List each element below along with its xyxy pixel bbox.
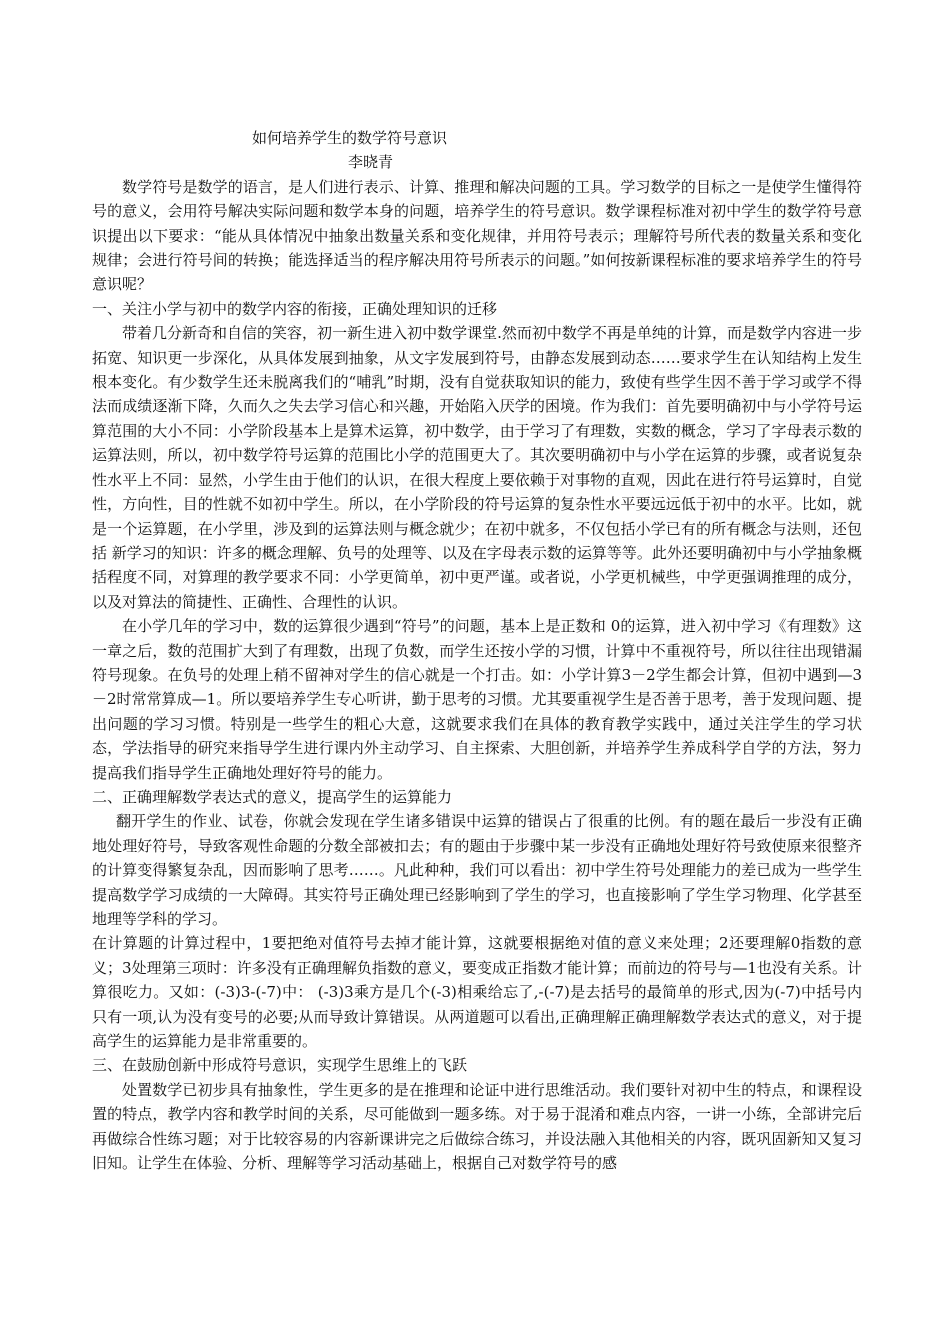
document-author: 李晓青	[348, 153, 394, 172]
section-2-paragraph-2: 在计算题的计算过程中，1要把绝对值符号去掉才能计算，这就要根据绝对值的意义来处理；2还要理解0指数的意义；3处理第三项时：许多没有正确理解负指数的意义，要变成正指数才能计算；而前边的符号与—1也没有关系。计算很吃力。又如：(-3)3-(-7)中： (-3)3乘方是几个(-3)相乘给忘了,-(-7)是去括号的最简单的形式,因为(-7)中括号内只有一项,认为没有变号的必要;从而导致计算错误。从两道题可以看出,正确理解正确理解数学表达式的意义，对于提高学生的运算能力是非常重要的。	[92, 934, 862, 1051]
section-heading-2: 二、正确理解数学表达式的意义，提高学生的运算能力	[92, 787, 453, 806]
document-page	[92, 126, 862, 1175]
section-2-paragraph-1: 翻开学生的作业、试卷，你就会发现在学生诸多错误中运算的错误占了很重的比例。有的题在最后一步没有正确地处理好符号，导致客观性命题的分数全部被扣去；有的题由于步骤中某一步没有正确地处理好符号致使原来很整齐的计算变得繁复杂乱，因而影响了思考……。凡此种种，我们可以看出：初中学生符号处理能力的差已成为一些学生提高数学学习成绩的一大障碍。其实符号正确处理已经影响到了学生的学习，也直接影响了学生学习物理、化学甚至地理等学科的学习。	[92, 812, 862, 928]
intro-paragraph: 数学符号是数学的语言，是人们进行表示、计算、推理和解决问题的工具。学习数学的目标之一是使学生懂得符号的意义，会用符号解决实际问题和数学本身的问题，培养学生的符号意识。数学课程标准对初中学生的数学符号意识提出以下要求：“能从具体情况中抽象出数量关系和变化规律，并用符号表示；理解符号所代表的数量关系和变化规律；会进行符号间的转换；能选择适当的程序解决用符号所表示的问题。”如何按新课程标准的要求培养学生的符号意识呢？	[92, 177, 862, 294]
section-3-paragraph-1: 处置数学已初步具有抽象性，学生更多的是在推理和论证中进行思维活动。我们要针对初中生的特点，和课程设置的特点，教学内容和教学时间的关系，尽可能做到一题多练。对于易于混淆和难点内容，一讲一小练，全部讲完后再做综合性练习题；对于比较容易的内容新课讲完之后做综合练习，并设法融入其他相关的内容，既巩固新知又复习旧知。让学生在体验、分析、理解等学习活动基础上，根据自己对数学符号的感	[92, 1080, 862, 1173]
section-heading-1: 一、关注小学与初中的数学内容的衔接，正确处理知识的迁移	[92, 299, 498, 318]
document-title: 如何培养学生的数学符号意识	[252, 129, 448, 147]
section-heading-3: 三、在鼓励创新中形成符号意识，实现学生思维上的飞跃	[92, 1056, 468, 1075]
section-1-paragraph-2: 在小学几年的学习中，数的运算很少遇到“符号”的问题，基本上是正数和 0的运算，进入初中学习《有理数》这一章之后，数的范围扩大到了有理数，出现了负数，而学生还按小学的习惯，计算中不重视符号，所以往往出现错漏符号现象。在负号的处理上稍不留神对学生的信心就是一个打击。如：小学计算3－2学生都会计算，但初中遇到—3－2时常常算成—1。所以要培养学生专心听讲，勤于思考的习惯。尤其要重视学生是否善于思考，善于发现问题、提出问题的学习习惯。特别是一些学生的粗心大意，这就要求我们在具体的教育教学实践中，通过关注学生的学习状态，学法指导的研究来指导学生进行课内外主动学习、自主探索、大胆创新，并培养学生养成科学自学的方法，努力提高我们指导学生正确地处理好符号的能力。	[92, 617, 862, 782]
section-1-paragraph-1: 带着几分新奇和自信的笑容，初一新生进入初中数学课堂.然而初中数学不再是单纯的计算，而是数学内容进一步拓宽、知识更一步深化，从具体发展到抽象，从文字发展到符号，由静态发展到动态……要求学生在认知结构上发生根本变化。有少数学生还未脱离我们的“哺乳”时期，没有自觉获取知识的能力，致使有些学生因不善于学习或学不得法而成绩逐渐下降，久而久之失去学习信心和兴趣，开始陷入厌学的困境。作为我们：首先要明确初中与小学符号运算范围的大小不同：小学阶段基本上是算术运算，初中数学，由于学习了有理数，实数的概念，学习了字母表示数的运算法则，所以，初中数学符号运算的范围比小学的范围更大了。其次要明确初中与小学在运算的步骤，或者说复杂性水平上不同：显然，小学生由于他们的认识，在很大程度上要依赖于对事物的直观，因此在进行符号运算时，自觉性，方向性，目的性就不如初中学生。所以，在小学阶段的符号运算的复杂性水平要远远低于初中的水平。比如，就是一个运算题，在小学里，涉及到的运算法则与概念就少；在初中就多，不仅包括小学已有的所有概念与法则，还包括 新学习的知识：许多的概念理解、负号的处理等、以及在字母表示数的运算等等。此外还要明确初中与小学抽象概括程度不同，对算理的教学要求不同：小学更简单，初中更严谨。或者说，小学更机械些，中学更强调推理的成分，以及对算法的简捷性、正确性、合理性的认识。	[92, 324, 862, 611]
